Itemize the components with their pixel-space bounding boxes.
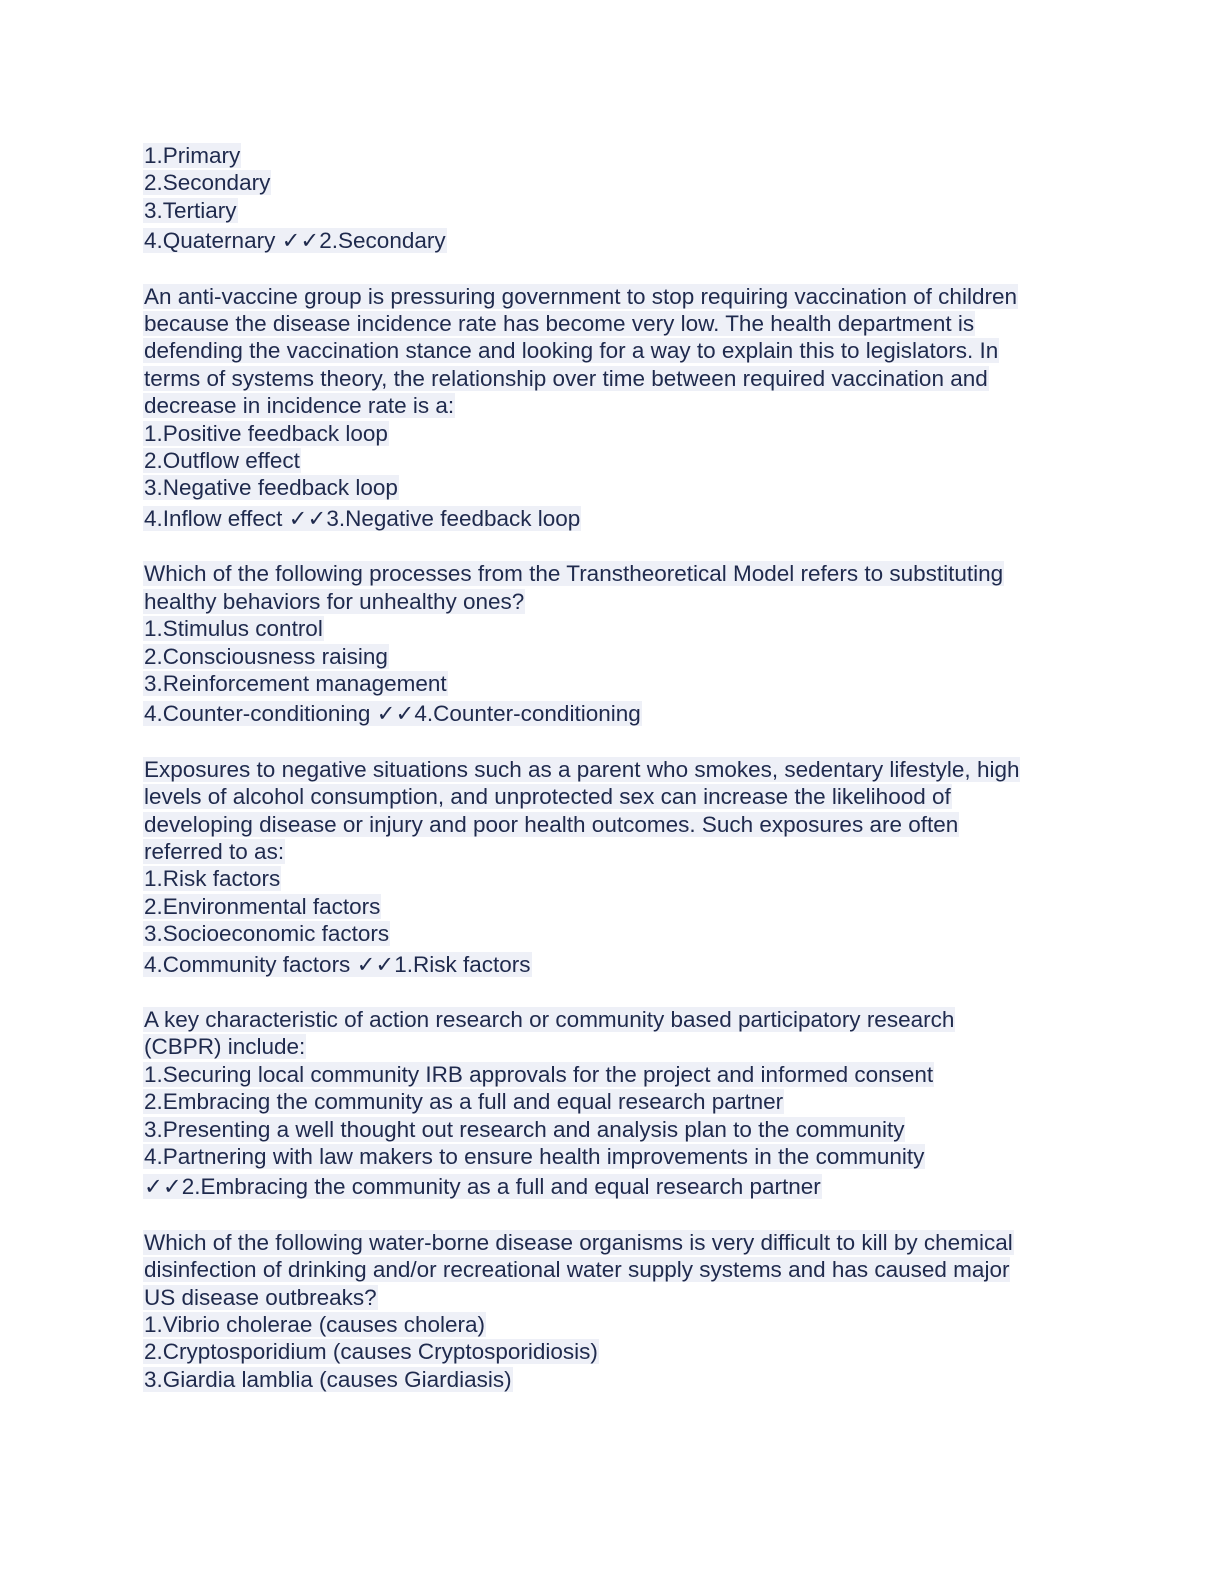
answer-text: 4.Quaternary ✓✓2.Secondary (144, 228, 446, 254)
text-line-content: 3.Tertiary (144, 197, 237, 223)
text-line-content: 2.Outflow effect (144, 448, 300, 474)
text-line-content: 3.Socioeconomic factors (144, 921, 390, 947)
question-block (143, 1229, 1083, 1393)
text-line (143, 838, 1083, 865)
text-line-content: 1.Primary (144, 143, 241, 168)
text-line (143, 1366, 1083, 1393)
answer-text: 4.Community factors ✓✓1.Risk factors (144, 951, 531, 977)
text-line-content: developing disease or injury and poor health outcomes. Such exposures are often (144, 811, 959, 837)
text-line (143, 1143, 1083, 1170)
text-line (143, 893, 1083, 920)
text-line (143, 420, 1083, 447)
text-line-content: 1.Risk factors (144, 866, 281, 892)
text-line (143, 197, 1083, 224)
text-line (143, 447, 1083, 474)
text-line (143, 1088, 1083, 1115)
text-line-content: 1.Securing local community IRB approvals for the project and informed consent (144, 1061, 934, 1087)
text-line-content: 3.Negative feedback loop (144, 475, 398, 501)
answer-line (143, 227, 1083, 254)
text-line (143, 1229, 1083, 1256)
answer-line (143, 951, 1083, 978)
text-line-content: 3.Giardia lamblia (causes Giardiasis) (144, 1366, 512, 1392)
text-line (143, 1116, 1083, 1143)
text-line-content: referred to as: (144, 838, 285, 864)
answer-line (143, 700, 1083, 727)
text-line-content: 1.Stimulus control (144, 616, 323, 642)
text-line (143, 337, 1083, 364)
text-line-content: Exposures to negative situations such as a parent who smokes, sedentary lifestyle, high (144, 756, 1020, 782)
answer-text: 4.Inflow effect ✓✓3.Negative feedback loop (144, 505, 581, 531)
text-line (143, 474, 1083, 501)
text-line-content: healthy behaviors for unhealthy ones? (144, 588, 525, 614)
text-line (143, 588, 1083, 615)
text-line (143, 1006, 1083, 1033)
text-line-content: 2.Consciousness raising (144, 643, 388, 669)
text-line (143, 811, 1083, 838)
answer-line (143, 1173, 1083, 1200)
text-line-content: because the disease incidence rate has become very low. The health department is (144, 311, 975, 337)
text-line (143, 310, 1083, 337)
text-line (143, 1033, 1083, 1060)
text-line-content: 2.Secondary (144, 170, 271, 196)
text-line-content: 2.Environmental factors (144, 893, 381, 919)
question-block (143, 756, 1083, 978)
text-line-content: 1.Positive feedback loop (144, 420, 388, 446)
text-line (143, 1311, 1083, 1338)
text-line (143, 142, 1083, 169)
text-line (143, 865, 1083, 892)
text-line-content: 2.Embracing the community as a full and equal research partner (144, 1089, 784, 1115)
text-line (143, 560, 1083, 587)
text-line (143, 1256, 1083, 1283)
text-line (143, 1338, 1083, 1365)
text-line (143, 392, 1083, 419)
text-line (143, 756, 1083, 783)
text-line-content: Which of the following processes from the Transtheoretical Model refers to substituting (144, 561, 1004, 587)
text-line-content: A key characteristic of action research or community based participatory research (144, 1006, 955, 1032)
question-block (143, 560, 1083, 727)
text-line-content: terms of systems theory, the relationship over time between required vaccination and (144, 365, 988, 391)
text-line-content: (CBPR) include: (144, 1034, 306, 1060)
question-block (143, 142, 1083, 255)
text-line-content: levels of alcohol consumption, and unprotected sex can increase the likelihood of (144, 784, 951, 810)
text-line-content: 2.Cryptosporidium (causes Cryptosporidiosis) (144, 1339, 598, 1365)
text-line (143, 283, 1083, 310)
text-line-content: 4.Partnering with law makers to ensure health improvements in the community (144, 1144, 925, 1169)
text-line (143, 615, 1083, 642)
text-line-content: 3.Reinforcement management (144, 670, 447, 696)
text-line-content: Which of the following water-borne disease organisms is very difficult to kill by chemical (144, 1229, 1013, 1255)
question-block (143, 1006, 1083, 1201)
text-line (143, 1284, 1083, 1311)
text-line (143, 783, 1083, 810)
text-line-content: 3.Presenting a well thought out research and analysis plan to the community (144, 1116, 905, 1142)
answer-line (143, 505, 1083, 532)
document-page (143, 142, 1083, 1393)
text-line-content: An anti-vaccine group is pressuring government to stop requiring vaccination of children (144, 283, 1017, 309)
text-line (143, 920, 1083, 947)
text-line (143, 1061, 1083, 1088)
text-line (143, 365, 1083, 392)
text-line-content: 1.Vibrio cholerae (causes cholera) (144, 1312, 486, 1338)
text-line (143, 169, 1083, 196)
answer-text: 4.Counter-conditioning ✓✓4.Counter-conditioning (144, 701, 641, 727)
text-line-content: US disease outbreaks? (144, 1284, 377, 1310)
text-line-content: disinfection of drinking and/or recreational water supply systems and has caused major (144, 1257, 1010, 1283)
text-line-content: decrease in incidence rate is a: (144, 393, 455, 419)
text-line (143, 643, 1083, 670)
text-line-content: defending the vaccination stance and looking for a way to explain this to legislators. In (144, 338, 999, 364)
text-line (143, 670, 1083, 697)
answer-text: ✓✓2.Embracing the community as a full and equal research partner (144, 1174, 821, 1200)
question-block (143, 283, 1083, 533)
